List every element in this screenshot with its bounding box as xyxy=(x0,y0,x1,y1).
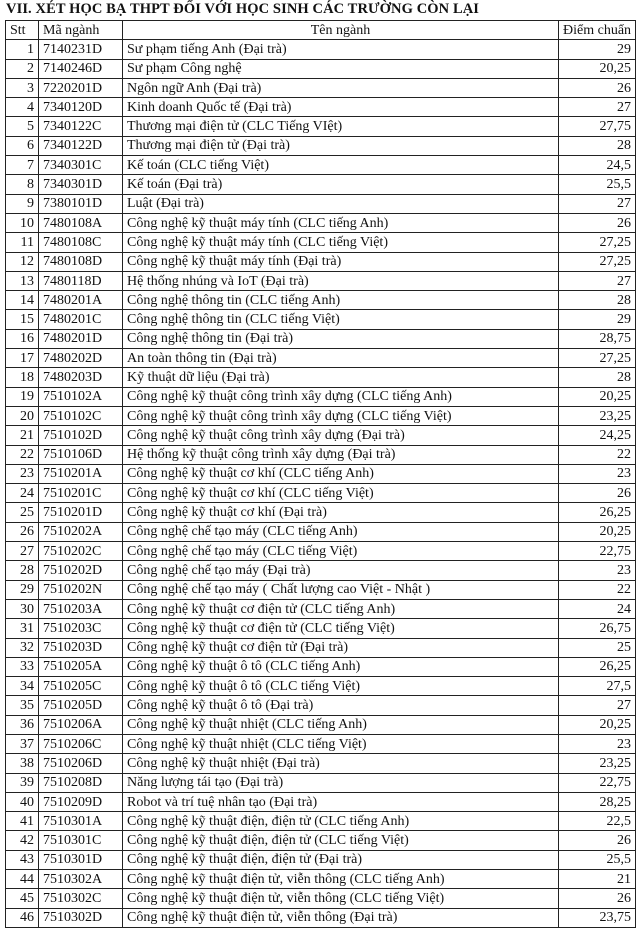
row-code: 7510201A xyxy=(39,464,123,483)
row-code: 7510202D xyxy=(39,561,123,580)
row-code: 7510203D xyxy=(39,638,123,657)
table-row xyxy=(6,98,636,117)
row-name: Công nghệ kỹ thuật nhiệt (CLC tiếng Việt) xyxy=(123,734,559,753)
row-code: 7480203D xyxy=(39,368,123,387)
row-code: 7510202C xyxy=(39,542,123,561)
row-score: 26,25 xyxy=(559,657,636,676)
row-score: 20,25 xyxy=(559,59,636,78)
row-score: 28,25 xyxy=(559,792,636,811)
row-score: 23,25 xyxy=(559,406,636,425)
row-score: 23 xyxy=(559,561,636,580)
row-name: Kế toán (Đại trà) xyxy=(123,175,559,194)
row-code: 7510206A xyxy=(39,715,123,734)
row-stt: 34 xyxy=(6,677,39,696)
row-name: Công nghệ kỹ thuật điện tử, viễn thông (Đại trà) xyxy=(123,908,559,927)
row-score: 20,25 xyxy=(559,387,636,406)
row-name: Thương mại điện tử (Đại trà) xyxy=(123,136,559,155)
row-stt: 45 xyxy=(6,889,39,908)
row-score: 22,75 xyxy=(559,773,636,792)
row-code: 7340301D xyxy=(39,175,123,194)
row-score: 22 xyxy=(559,580,636,599)
row-score: 26 xyxy=(559,213,636,232)
table-row xyxy=(6,349,636,368)
row-name: Công nghệ kỹ thuật điện tử, viễn thông (CLC tiếng Việt) xyxy=(123,889,559,908)
row-score: 28 xyxy=(559,136,636,155)
row-stt: 15 xyxy=(6,310,39,329)
row-stt: 38 xyxy=(6,754,39,773)
row-code: 7510302C xyxy=(39,889,123,908)
row-score: 26,25 xyxy=(559,503,636,522)
row-stt: 43 xyxy=(6,850,39,869)
row-score: 23 xyxy=(559,464,636,483)
row-name: Kế toán (CLC tiếng Việt) xyxy=(123,156,559,175)
table-row xyxy=(6,619,636,638)
row-score: 23,75 xyxy=(559,908,636,927)
row-stt: 6 xyxy=(6,136,39,155)
table-row xyxy=(6,445,636,464)
table-row xyxy=(6,271,636,290)
table-row xyxy=(6,812,636,831)
row-name: Sư phạm Công nghệ xyxy=(123,59,559,78)
table-row xyxy=(6,503,636,522)
row-code: 7510208D xyxy=(39,773,123,792)
row-stt: 17 xyxy=(6,349,39,368)
row-score: 20,25 xyxy=(559,522,636,541)
row-code: 7510301C xyxy=(39,831,123,850)
row-code: 7510205D xyxy=(39,696,123,715)
table-row xyxy=(6,136,636,155)
row-name: Công nghệ kỹ thuật cơ điện tử (Đại trà) xyxy=(123,638,559,657)
row-name: Công nghệ kỹ thuật máy tính (CLC tiếng Việt) xyxy=(123,233,559,252)
row-stt: 29 xyxy=(6,580,39,599)
row-code: 7510301D xyxy=(39,850,123,869)
row-stt: 3 xyxy=(6,78,39,97)
row-name: Công nghệ kỹ thuật nhiệt (CLC tiếng Anh) xyxy=(123,715,559,734)
table-row xyxy=(6,59,636,78)
row-name: Công nghệ kỹ thuật cơ điện tử (CLC tiếng Việt) xyxy=(123,619,559,638)
table-row xyxy=(6,542,636,561)
row-stt: 33 xyxy=(6,657,39,676)
header-code: Mã ngành xyxy=(39,21,123,40)
row-stt: 9 xyxy=(6,194,39,213)
row-stt: 32 xyxy=(6,638,39,657)
row-code: 7510302D xyxy=(39,908,123,927)
row-code: 7510102D xyxy=(39,426,123,445)
row-code: 7510203C xyxy=(39,619,123,638)
row-score: 25,5 xyxy=(559,850,636,869)
row-score: 29 xyxy=(559,310,636,329)
table-row xyxy=(6,484,636,503)
row-name: Công nghệ kỹ thuật công trình xây dựng (Đại trà) xyxy=(123,426,559,445)
row-stt: 30 xyxy=(6,599,39,618)
row-code: 7510301A xyxy=(39,812,123,831)
row-name: Công nghệ kỹ thuật cơ khí (CLC tiếng Việt) xyxy=(123,484,559,503)
row-stt: 18 xyxy=(6,368,39,387)
table-row xyxy=(6,387,636,406)
row-name: Hệ thống kỹ thuật công trình xây dựng (Đại trà) xyxy=(123,445,559,464)
row-score: 26,75 xyxy=(559,619,636,638)
row-score: 28 xyxy=(559,291,636,310)
row-stt: 44 xyxy=(6,870,39,889)
row-stt: 25 xyxy=(6,503,39,522)
row-name: Công nghệ kỹ thuật công trình xây dựng (CLC tiếng Việt) xyxy=(123,406,559,425)
row-score: 20,25 xyxy=(559,715,636,734)
row-code: 7510202N xyxy=(39,580,123,599)
row-name: Công nghệ kỹ thuật điện tử, viễn thông (CLC tiếng Anh) xyxy=(123,870,559,889)
row-name: Công nghệ thông tin (CLC tiếng Anh) xyxy=(123,291,559,310)
row-code: 7480201A xyxy=(39,291,123,310)
row-stt: 14 xyxy=(6,291,39,310)
row-name: Kỹ thuật dữ liệu (Đại trà) xyxy=(123,368,559,387)
row-code: 7480108A xyxy=(39,213,123,232)
table-row xyxy=(6,831,636,850)
row-score: 27 xyxy=(559,271,636,290)
row-code: 7510205C xyxy=(39,677,123,696)
row-stt: 27 xyxy=(6,542,39,561)
table-row xyxy=(6,580,636,599)
row-name: Công nghệ kỹ thuật điện, điện tử (Đại trà) xyxy=(123,850,559,869)
row-score: 26 xyxy=(559,831,636,850)
row-code: 7510201D xyxy=(39,503,123,522)
row-stt: 20 xyxy=(6,406,39,425)
row-code: 7510205A xyxy=(39,657,123,676)
row-stt: 19 xyxy=(6,387,39,406)
row-score: 22,5 xyxy=(559,812,636,831)
table-row xyxy=(6,40,636,59)
table-row xyxy=(6,773,636,792)
row-name: Công nghệ kỹ thuật ô tô (CLC tiếng Anh) xyxy=(123,657,559,676)
row-score: 27 xyxy=(559,98,636,117)
row-score: 24,5 xyxy=(559,156,636,175)
table-row xyxy=(6,850,636,869)
row-name: Công nghệ kỹ thuật máy tính (Đại trà) xyxy=(123,252,559,271)
row-code: 7480202D xyxy=(39,349,123,368)
row-stt: 31 xyxy=(6,619,39,638)
row-code: 7480201D xyxy=(39,329,123,348)
row-stt: 28 xyxy=(6,561,39,580)
row-score: 27 xyxy=(559,696,636,715)
row-stt: 46 xyxy=(6,908,39,927)
row-name: Công nghệ thông tin (CLC tiếng Việt) xyxy=(123,310,559,329)
row-score: 21 xyxy=(559,870,636,889)
table-row xyxy=(6,522,636,541)
row-score: 26 xyxy=(559,889,636,908)
table-body xyxy=(6,40,636,928)
row-code: 7340120D xyxy=(39,98,123,117)
row-score: 25,5 xyxy=(559,175,636,194)
table-row xyxy=(6,156,636,175)
row-code: 7140231D xyxy=(39,40,123,59)
row-stt: 1 xyxy=(6,40,39,59)
table-row xyxy=(6,734,636,753)
row-name: Năng lượng tái tạo (Đại trà) xyxy=(123,773,559,792)
row-stt: 5 xyxy=(6,117,39,136)
row-score: 28 xyxy=(559,368,636,387)
table-row xyxy=(6,870,636,889)
row-score: 24 xyxy=(559,599,636,618)
row-score: 23,25 xyxy=(559,754,636,773)
row-score: 27,75 xyxy=(559,117,636,136)
table-row xyxy=(6,368,636,387)
row-score: 24,25 xyxy=(559,426,636,445)
row-score: 25 xyxy=(559,638,636,657)
row-code: 7480108C xyxy=(39,233,123,252)
row-stt: 16 xyxy=(6,329,39,348)
table-row xyxy=(6,561,636,580)
row-name: Công nghệ chế tạo máy ( Chất lượng cao Việt - Nhật ) xyxy=(123,580,559,599)
row-stt: 35 xyxy=(6,696,39,715)
row-name: Công nghệ thông tin (Đại trà) xyxy=(123,329,559,348)
row-stt: 8 xyxy=(6,175,39,194)
row-score: 27,25 xyxy=(559,349,636,368)
row-score: 27 xyxy=(559,194,636,213)
row-score: 26 xyxy=(559,484,636,503)
header-stt: Stt xyxy=(6,21,39,40)
row-stt: 42 xyxy=(6,831,39,850)
row-code: 7340122C xyxy=(39,117,123,136)
row-score: 22 xyxy=(559,445,636,464)
row-code: 7510203A xyxy=(39,599,123,618)
row-code: 7480108D xyxy=(39,252,123,271)
header-score: Điểm chuẩn xyxy=(559,21,636,40)
row-code: 7480118D xyxy=(39,271,123,290)
row-name: Công nghệ chế tạo máy (CLC tiếng Việt) xyxy=(123,542,559,561)
row-score: 29 xyxy=(559,40,636,59)
row-stt: 40 xyxy=(6,792,39,811)
row-stt: 22 xyxy=(6,445,39,464)
row-code: 7510206D xyxy=(39,754,123,773)
row-code: 7510201C xyxy=(39,484,123,503)
row-stt: 37 xyxy=(6,734,39,753)
admission-score-table xyxy=(5,20,636,928)
table-header-row xyxy=(6,21,636,40)
row-name: Robot và trí tuệ nhân tạo (Đại trà) xyxy=(123,792,559,811)
section-title: VII. XÉT HỌC BẠ THPT ĐỐI VỚI HỌC SINH CÁC TRƯỜNG CÒN LẠI xyxy=(6,1,480,17)
row-code: 7510102C xyxy=(39,406,123,425)
row-name: Luật (Đại trà) xyxy=(123,194,559,213)
row-name: Kinh doanh Quốc tế (Đại trà) xyxy=(123,98,559,117)
table-row xyxy=(6,657,636,676)
table-row xyxy=(6,754,636,773)
row-code: 7220201D xyxy=(39,78,123,97)
row-name: Công nghệ kỹ thuật cơ điện tử (CLC tiếng Anh) xyxy=(123,599,559,618)
row-code: 7510106D xyxy=(39,445,123,464)
row-stt: 39 xyxy=(6,773,39,792)
table-row xyxy=(6,78,636,97)
row-name: Công nghệ kỹ thuật nhiệt (Đại trà) xyxy=(123,754,559,773)
row-name: Công nghệ kỹ thuật ô tô (Đại trà) xyxy=(123,696,559,715)
table-row xyxy=(6,464,636,483)
table-row xyxy=(6,889,636,908)
row-score: 22,75 xyxy=(559,542,636,561)
table-row xyxy=(6,175,636,194)
row-name: Công nghệ chế tạo máy (Đại trà) xyxy=(123,561,559,580)
row-score: 28,75 xyxy=(559,329,636,348)
row-name: Công nghệ kỹ thuật máy tính (CLC tiếng Anh) xyxy=(123,213,559,232)
row-name: Công nghệ chế tạo máy (CLC tiếng Anh) xyxy=(123,522,559,541)
row-stt: 21 xyxy=(6,426,39,445)
row-name: Ngôn ngữ Anh (Đại trà) xyxy=(123,78,559,97)
row-score: 26 xyxy=(559,78,636,97)
row-code: 7510102A xyxy=(39,387,123,406)
row-name: Công nghệ kỹ thuật cơ khí (Đại trà) xyxy=(123,503,559,522)
row-name: Sư phạm tiếng Anh (Đại trà) xyxy=(123,40,559,59)
row-stt: 41 xyxy=(6,812,39,831)
table-row xyxy=(6,194,636,213)
row-stt: 13 xyxy=(6,271,39,290)
row-code: 7510206C xyxy=(39,734,123,753)
row-stt: 7 xyxy=(6,156,39,175)
table-row xyxy=(6,291,636,310)
row-code: 7340301C xyxy=(39,156,123,175)
row-stt: 26 xyxy=(6,522,39,541)
row-score: 27,25 xyxy=(559,252,636,271)
table-row xyxy=(6,715,636,734)
table-row xyxy=(6,696,636,715)
row-stt: 36 xyxy=(6,715,39,734)
row-score: 27,5 xyxy=(559,677,636,696)
row-code: 7480201C xyxy=(39,310,123,329)
row-stt: 4 xyxy=(6,98,39,117)
table-row xyxy=(6,233,636,252)
row-stt: 12 xyxy=(6,252,39,271)
table-row xyxy=(6,213,636,232)
table-row xyxy=(6,677,636,696)
table-row xyxy=(6,792,636,811)
row-stt: 24 xyxy=(6,484,39,503)
table-row xyxy=(6,638,636,657)
table-row xyxy=(6,329,636,348)
header-name: Tên ngành xyxy=(123,21,559,40)
row-stt: 11 xyxy=(6,233,39,252)
row-score: 23 xyxy=(559,734,636,753)
row-name: Công nghệ kỹ thuật công trình xây dựng (CLC tiếng Anh) xyxy=(123,387,559,406)
row-name: Công nghệ kỹ thuật ô tô (CLC tiếng Việt) xyxy=(123,677,559,696)
table-row xyxy=(6,406,636,425)
table-row xyxy=(6,426,636,445)
row-code: 7380101D xyxy=(39,194,123,213)
table-row xyxy=(6,908,636,927)
row-stt: 10 xyxy=(6,213,39,232)
row-stt: 23 xyxy=(6,464,39,483)
row-name: Công nghệ kỹ thuật điện, điện tử (CLC tiếng Anh) xyxy=(123,812,559,831)
row-name: Thương mại điện tử (CLC Tiếng VIệt) xyxy=(123,117,559,136)
table-row xyxy=(6,599,636,618)
row-code: 7510302A xyxy=(39,870,123,889)
row-name: An toàn thông tin (Đại trà) xyxy=(123,349,559,368)
table-row xyxy=(6,117,636,136)
row-code: 7510202A xyxy=(39,522,123,541)
row-score: 27,25 xyxy=(559,233,636,252)
row-name: Công nghệ kỹ thuật cơ khí (CLC tiếng Anh) xyxy=(123,464,559,483)
row-stt: 2 xyxy=(6,59,39,78)
row-code: 7340122D xyxy=(39,136,123,155)
row-code: 7140246D xyxy=(39,59,123,78)
row-name: Hệ thống nhúng và IoT (Đại trà) xyxy=(123,271,559,290)
table-row xyxy=(6,310,636,329)
row-code: 7510209D xyxy=(39,792,123,811)
row-name: Công nghệ kỹ thuật điện, điện tử (CLC tiếng Việt) xyxy=(123,831,559,850)
table-row xyxy=(6,252,636,271)
